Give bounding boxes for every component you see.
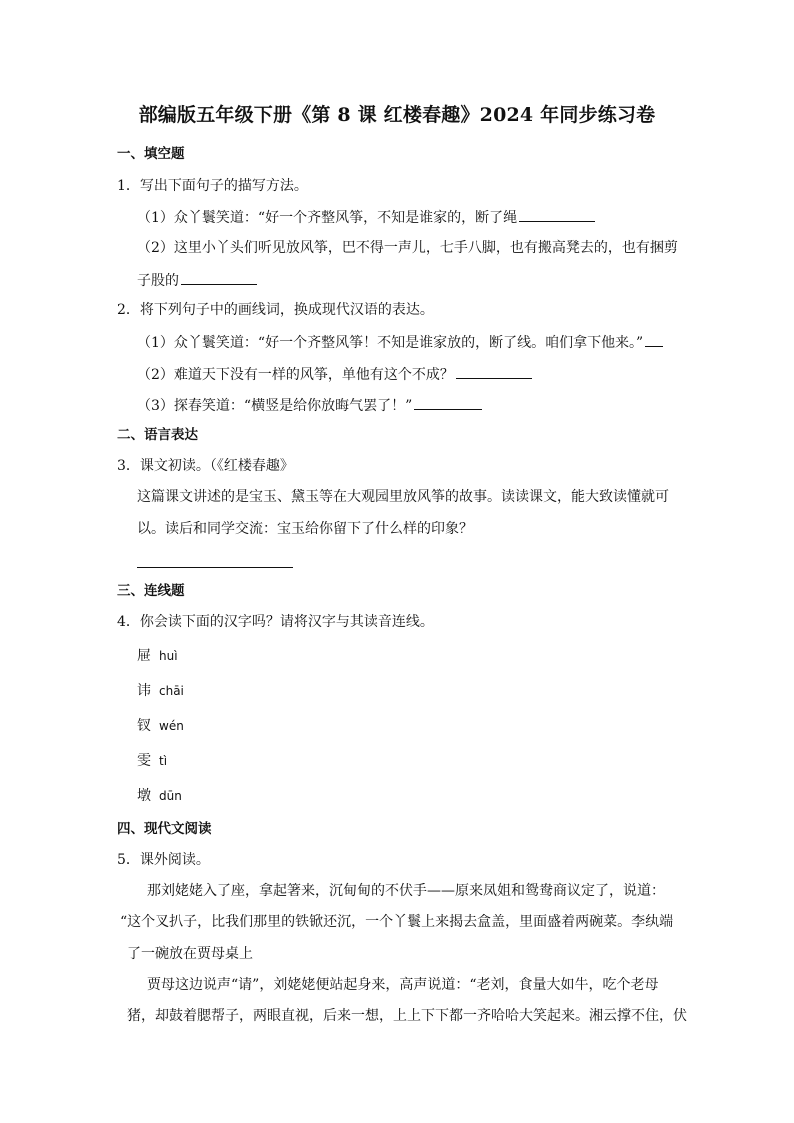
q4-pair-2[interactable] xyxy=(137,682,184,700)
q2-stem: 2．将下列句子中的画线词，换成现代汉语的表达。 xyxy=(117,302,434,318)
q3-answer-blank[interactable] xyxy=(137,566,293,568)
q5-p1-line2: “这个叉扒子，比我们那里的铁锨还沉，一个丫鬟上来揭去盒盖，里面盛着两碗菜。李纨端 xyxy=(120,914,674,930)
q1-item1-blank[interactable] xyxy=(519,207,595,222)
q2-item3-text: （3）探春笑道：“横竖是给你放晦气罢了！” xyxy=(137,398,413,414)
q2-item1-blank[interactable] xyxy=(645,332,663,347)
q3-stem: 3．课文初读。（《红楼春趣》 xyxy=(117,458,294,474)
q5-p1-line1: 那刘姥姥入了座，拿起箸来，沉甸甸的不伏手——原来凤姐和鸳鸯商议定了，说道： xyxy=(147,883,665,899)
q1-item1 xyxy=(137,207,595,227)
q4-char: 墩 xyxy=(137,788,151,804)
q2-item2 xyxy=(137,364,532,384)
q5-p2-line1: 贾母这边说声“请”，刘姥姥便站起身来，高声说道：“老刘，食量大如牛，吃个老母 xyxy=(147,977,659,993)
q2-item1 xyxy=(137,332,663,352)
section-matching: 三、连线题 xyxy=(117,583,185,599)
q2-item2-text: （2）难道天下没有一样的风筝，单他有这个不成？ xyxy=(137,367,454,383)
q3-body-line1: 这篇课文讲述的是宝玉、黛玉等在大观园里放风筝的故事。读读课文，能大致读懂就可 xyxy=(137,489,669,505)
q3-body-line2: 以。读后和同学交流：宝玉给你留下了什么样的印象？ xyxy=(137,521,473,537)
q4-pinyin: dūn xyxy=(159,789,182,803)
section-modern-reading: 四、现代文阅读 xyxy=(117,821,212,837)
worksheet-title: 部编版五年级下册《第 8 课 红楼春趣》2024 年同步练习卷 xyxy=(138,104,656,126)
q2-item2-blank[interactable] xyxy=(456,364,532,379)
q4-pinyin: huì xyxy=(159,649,178,663)
q2-item1-text: （1）众丫鬟笑道：“好一个齐整风筝！不知是谁家放的，断了线。咱们拿下他来。” xyxy=(137,335,644,351)
q4-pair-3[interactable] xyxy=(137,717,184,735)
q1-item2-line2 xyxy=(137,270,257,290)
q5-p1-line3: 了一碗放在贾母桌上 xyxy=(127,946,253,962)
q2-item3-blank[interactable] xyxy=(414,395,482,410)
q1-item2-blank[interactable] xyxy=(181,270,257,285)
q4-stem: 4．你会读下面的汉字吗？请将汉字与其读音连线。 xyxy=(117,614,434,630)
q1-item1-text: （1）众丫鬟笑道：“好一个齐整风筝，不知是谁家的，断了绳 xyxy=(137,210,518,226)
q4-pair-1[interactable] xyxy=(137,647,178,665)
q2-item3 xyxy=(137,395,482,415)
q4-pinyin: wén xyxy=(159,719,184,733)
q4-pair-5[interactable] xyxy=(137,787,182,805)
q4-pinyin: tì xyxy=(159,754,168,768)
q4-pinyin: chāi xyxy=(159,684,184,698)
section-fill-in-blank: 一、填空题 xyxy=(117,146,185,162)
q4-char: 雯 xyxy=(137,753,151,769)
q4-char: 屉 xyxy=(137,648,151,664)
q1-item2-line2-text: 子股的 xyxy=(137,273,179,289)
q4-pair-4[interactable] xyxy=(137,752,167,770)
q4-char: 讳 xyxy=(137,683,151,699)
q5-p2-line2: 猪，却鼓着腮帮子，两眼直视，后来一想，上上下下都一齐哈哈大笑起来。湘云撑不住，伏 xyxy=(127,1008,687,1024)
q4-char: 钗 xyxy=(137,718,151,734)
q1-stem: 1．写出下面句子的描写方法。 xyxy=(117,178,308,194)
q5-stem: 5．课外阅读。 xyxy=(117,852,210,868)
q1-item2-line1: （2）这里小丫头们听见放风筝，巴不得一声儿，七手八脚，也有搬高凳去的，也有捆剪 xyxy=(137,240,678,256)
section-language-expression: 二、语言表达 xyxy=(117,427,198,443)
